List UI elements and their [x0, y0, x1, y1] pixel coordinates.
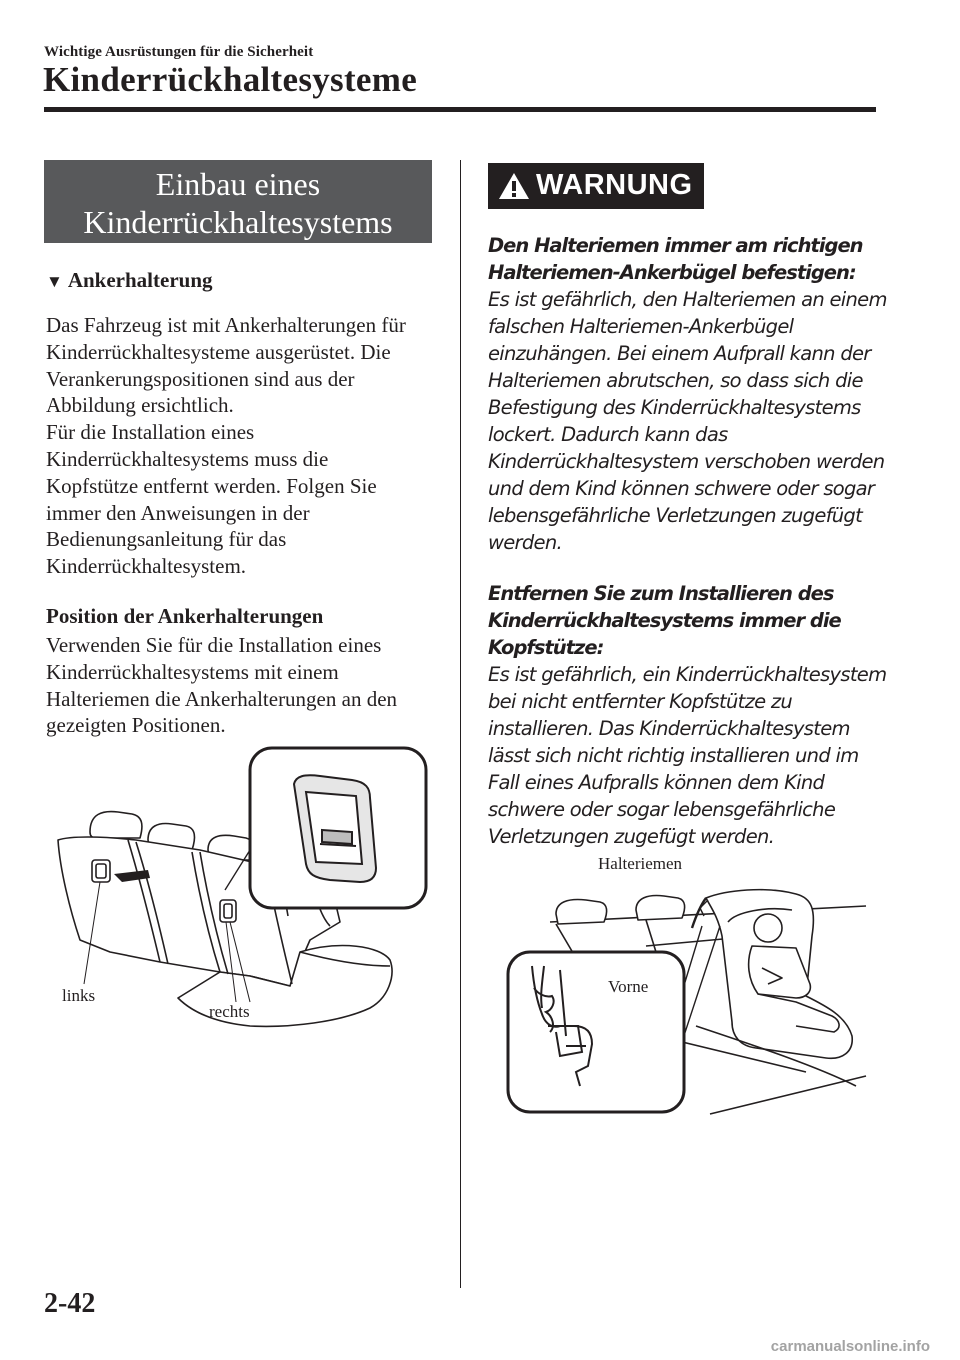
warning-heading-line: Den Halteriemen immer am richtigen: [488, 234, 863, 257]
warning-block-tether: [488, 232, 888, 556]
text-line: Das Fahrzeug ist mit Ankerhalterungen für: [46, 313, 406, 337]
anchor-label-right: rechts: [209, 1002, 250, 1021]
warning-heading-line: Kopfstütze:: [488, 636, 604, 659]
header-rule: [44, 107, 876, 112]
subheading-text: Ankerhalterung: [67, 268, 213, 292]
text-line: Für die Installation eines: [46, 420, 255, 445]
text-line: gezeigten Positionen.: [46, 713, 226, 738]
chapter-title: Kinderrückhaltesysteme: [43, 60, 418, 99]
text-line: falschen Halteriemen-Ankerbügel: [488, 315, 794, 338]
watermark: carmanualsonline.info: [770, 1338, 930, 1355]
text-line: Es ist gefährlich, den Halteriemen an einem: [488, 288, 887, 311]
text-line: Kinderrückhaltesystems mit einem: [46, 659, 339, 684]
text-line: Es ist gefährlich, ein Kinderrückhaltesystem: [488, 663, 887, 686]
text-line: lebensgefährliche Verletzungen zugefügt: [488, 504, 863, 527]
warning-heading-line: Kinderrückhaltesystems immer die: [488, 609, 841, 632]
text-line: Halteriemen abrutschen, so dass sich die: [488, 369, 863, 392]
text-line: Halteriemen die Ankerhalterungen an den: [46, 686, 398, 711]
column-divider: [460, 160, 461, 1288]
text-line: Verankerungspositionen sind aus der: [46, 366, 355, 391]
text-line: Fall eines Aufpralls können dem Kind: [488, 771, 825, 794]
page-number: 2-42: [44, 1288, 96, 1319]
text-line: Abbildung ersichtlich.: [46, 393, 234, 418]
rear-seat-anchor-illustration: [40, 740, 440, 1040]
intro-paragraph: [46, 312, 438, 580]
text-line: einzuhängen. Bei einem Aufprall kann der: [488, 342, 871, 365]
text-line: schwere oder sogar lebensgefährliche: [488, 798, 836, 821]
text-line: und dem Kind können schwere oder sogar: [488, 477, 875, 500]
text-line: lockert. Dadurch kann das: [488, 423, 728, 446]
text-line: bei nicht entfernter Kopfstütze zu: [488, 690, 793, 713]
warning-heading-line: Entfernen Sie zum Installieren des: [488, 582, 834, 605]
text-line: Kinderrückhaltesystems muss die: [46, 446, 329, 471]
warning-heading-line: Halteriemen-Ankerbügel befestigen:: [488, 261, 856, 284]
text-line: immer den Anweisungen in der: [46, 500, 310, 525]
child-seat-tether-illustration: [496, 876, 876, 1116]
text-line: Kopfstütze entfernt werden. Folgen Sie: [46, 473, 377, 498]
section-title-line2: Kinderrückhaltesystems: [83, 204, 393, 240]
anchor-label-left: links: [62, 986, 96, 1005]
front-direction-label: Vorne: [608, 977, 649, 996]
text-line: Verwenden Sie für die Installation eines: [46, 633, 382, 657]
text-line: werden.: [488, 531, 562, 554]
warning-label: WARNUNG: [536, 169, 693, 201]
text-line: Kinderrückhaltesysteme ausgerüstet. Die: [46, 339, 391, 364]
text-line: Verletzungen zugefügt werden.: [488, 825, 775, 848]
triangle-marker-icon: ▼: [46, 272, 63, 291]
text-line: Bedienungsanleitung für das: [46, 527, 287, 552]
warning-block-headrest: [488, 580, 888, 850]
warning-triangle-icon: [498, 171, 530, 201]
subheading: [46, 268, 213, 293]
warning-badge: [488, 163, 704, 209]
text-line: installieren. Das Kinderrückhaltesystem: [488, 717, 850, 740]
section-title-box: [44, 160, 432, 243]
section-title-line1: Einbau eines: [155, 166, 321, 202]
tether-strap-label: Halteriemen: [598, 854, 683, 873]
text-line: Kinderrückhaltesystem verschoben werden: [488, 450, 885, 473]
text-line: Kinderrückhaltesystem.: [46, 554, 247, 579]
position-paragraph: [46, 632, 438, 739]
text-line: lässt sich nicht richtig installieren und im: [488, 744, 859, 767]
position-heading: Position der Ankerhalterungen: [46, 604, 324, 628]
running-header: Wichtige Ausrüstungen für die Sicherheit: [44, 44, 314, 60]
text-line: Befestigung des Kinderrückhaltesystems: [488, 396, 861, 419]
